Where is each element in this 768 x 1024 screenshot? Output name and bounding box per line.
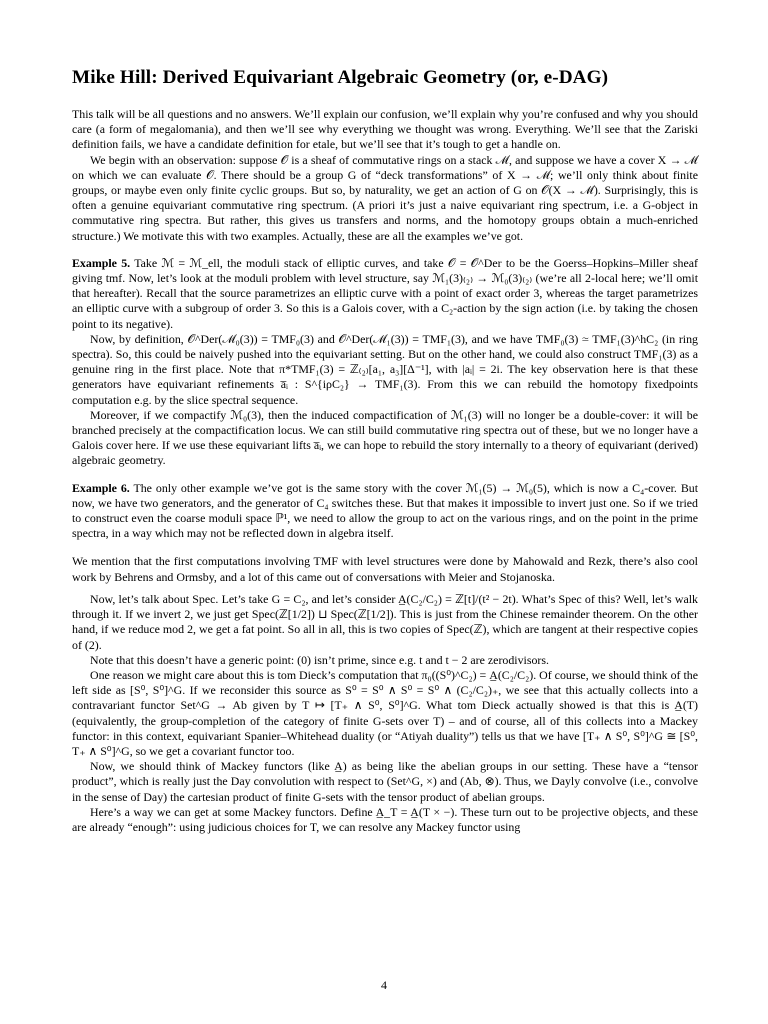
paragraph: Moreover, if we compactify ℳ₀(3), then the induced compactification of ℳ₁(3) will no longer be a double-cover: it will be branched precisely at the compactification locus. We can still build commutative ring spectra out of these, but we no longer have a Galois cover here. If we use these equivariant lifts a̅ᵢ, we can hope to rebuild the story internally to a theory of equivariant (derived) algebraic geometry. xyxy=(72,407,698,468)
paragraph: We begin with an observation: suppose 𝒪 is a sheaf of commutative rings on a stack ℳ, and suppose we have a cover X → ℳ on which we can evaluate 𝒪. There should be a group G of “deck transformations” of X → ℳ; we’ll only think about finite groups, or maybe even only finite cyclic groups. But so, by naturality, we get an action of G on 𝒪(X → ℳ). Surprisingly, this is often a genuine equivariant commutative ring spectrum. (A priori it’s just a naive equivariant ring spectrum, i.e. a G-object in commutative ring spectra. But rather, this gives us transfers and norms, and the homotopy groups obtain a much-enriched structure.) We motivate this with two examples. Actually, these are all the examples we’ve got. xyxy=(72,152,698,243)
example-5-text: Take ℳ = ℳ_ell, the moduli stack of elliptic curves, and take 𝒪 = 𝒪^Der to be the Goerss–Hopkins–Miller sheaf giving tmf. Now, let’s look at the moduli problem with level structure, say ℳ₁(3)₍₂₎ → ℳ₀(3)₍₂₎ (we’re all 2-local here; we’ll omit that hereafter). Recall that the source parametrizes an elliptic curve with a point of exact order 3, whereas the target parametrizes an elliptic curve with a subgroup of order 3. So this is a Galois cover, with a C₂-action by the sign action (i.e. by taking the chosen point to its negative). xyxy=(72,255,698,331)
paragraph: One reason we might care about this is tom Dieck’s computation that π₀((S⁰)^C₂) = A̲(C₂/C₂). Of course, we should think of the left side as [S⁰, S⁰]^G. If we reconsider this source as S⁰ = S⁰ ∧ S⁰ = S⁰ ∧ (C₂/C₂)₊, we see that this actually collects into a contravariant functor Set^G → Ab given by T ↦ [T₊ ∧ S⁰, S⁰]^G. What tom Dieck actually showed is that this is A̲(T) (equivalently, the group-completion of the category of finite G-sets over T) – and of course, all of this collects into a Mackey functor: in this context, equivariant Spanier–Whitehead duality (or “Atiyah duality”) tells us that we have [T₊ ∧ S⁰, S⁰]^G ≅ [S⁰, T₊ ∧ S⁰]^G, so we get a covariant functor too. xyxy=(72,667,698,758)
paragraph: Now, we should think of Mackey functors (like A̲) as being like the abelian groups in our setting. These have a “tensor product”, which is really just the Day convolution with respect to (Set^G, ×) and (Ab, ⊗). Thus, we Dayly convolve (i.e., convolve in the sense of Day) the cartesian product of finite G-sets with the tensor product of abelian groups. xyxy=(72,759,698,804)
example-5-label: Example 5. xyxy=(72,255,131,270)
paragraph: Here’s a way we can get at some Mackey functors. Define A̲_T = A̲(T × −). These turn out to be projective objects, and these are already “enough”: using judicious choices for T, we can resolve any Mackey functor using xyxy=(72,804,698,834)
page-title: Mike Hill: Derived Equivariant Algebraic Geometry (or, e-DAG) xyxy=(72,67,609,88)
paragraph: We mention that the first computations involving TMF with level structures were done by Mahowald and Rezk, there’s also cool work by Behrens and Ormsby, and a lot of this came out of conversations with Meier and Stojanoska. xyxy=(72,554,698,584)
paragraph: Now, by definition, 𝒪^Der(ℳ₀(3)) = TMF₀(3) and 𝒪^Der(ℳ₁(3)) = TMF₁(3), and we have TMF₀(3) ≃ TMF₁(3)^hC₂ (in ring spectra). So, this could be naively pushed into the equivariant setting. But on the other hand, we could also construct TMF₁(3) as a genuine ring in the first place. Note that π*TMF₁(3) = ℤ₍₂₎[a₁, a₃][Δ⁻¹], with |aᵢ| = 2i. The key observation here is that these generators have equivariant refinements a̅ᵢ : S^{iρC₂} → TMF₁(3). From this we can rebuild the homotopy fixedpoints computation e.g. by the slice spectral sequence. xyxy=(72,331,698,407)
example-6-paragraph xyxy=(72,481,698,542)
example-6-text: The only other example we’ve got is the same story with the cover ℳ₁(5) → ℳ₀(5), which is now a C₄-cover. But now, we have two generators, and the generator of C₄ switches these. But that makes it impossible to invert just one. So if we tried to construct even the coarse moduli space ℙ¹, we need to allow the group to act on the various rings, and on the point in the prime spectra, in a way which may not be reflected down in algebra itself. xyxy=(72,480,698,541)
paragraph: Now, let’s talk about Spec. Let’s take G = C₂, and let’s consider A̲(C₂/C₂) = ℤ[t]/(t² − 2t). What’s Spec of this? Well, let’s walk through it. If we invert 2, we just get Spec(ℤ[1/2]) ⊔ Spec(ℤ[1/2]). This is just from the Chinese remainder theorem. On the other hand, if we reduce mod 2, we get a fat point. So all in all, this is two copies of Spec(ℤ), which are tangent at their respective copies of (2). xyxy=(72,591,698,652)
document-page xyxy=(72,66,698,835)
example-6-label: Example 6. xyxy=(72,480,130,495)
example-5-paragraph xyxy=(72,256,698,332)
paragraph: This talk will be all questions and no answers. We’ll explain our confusion, we’ll explain why you’re confused and why you should care (a form of megalomania), and then we’ll see why everything we thought was wrong. Everything. We’ll see that the Zariski definition fails, we have a candidate definition for etale, but we’ll see that it’s tough to get a handle on. xyxy=(72,107,698,152)
page-number: 4 xyxy=(381,978,387,992)
paragraph: Note that this doesn’t have a generic point: (0) isn’t prime, since e.g. t and t − 2 are zerodivisors. xyxy=(90,652,549,667)
